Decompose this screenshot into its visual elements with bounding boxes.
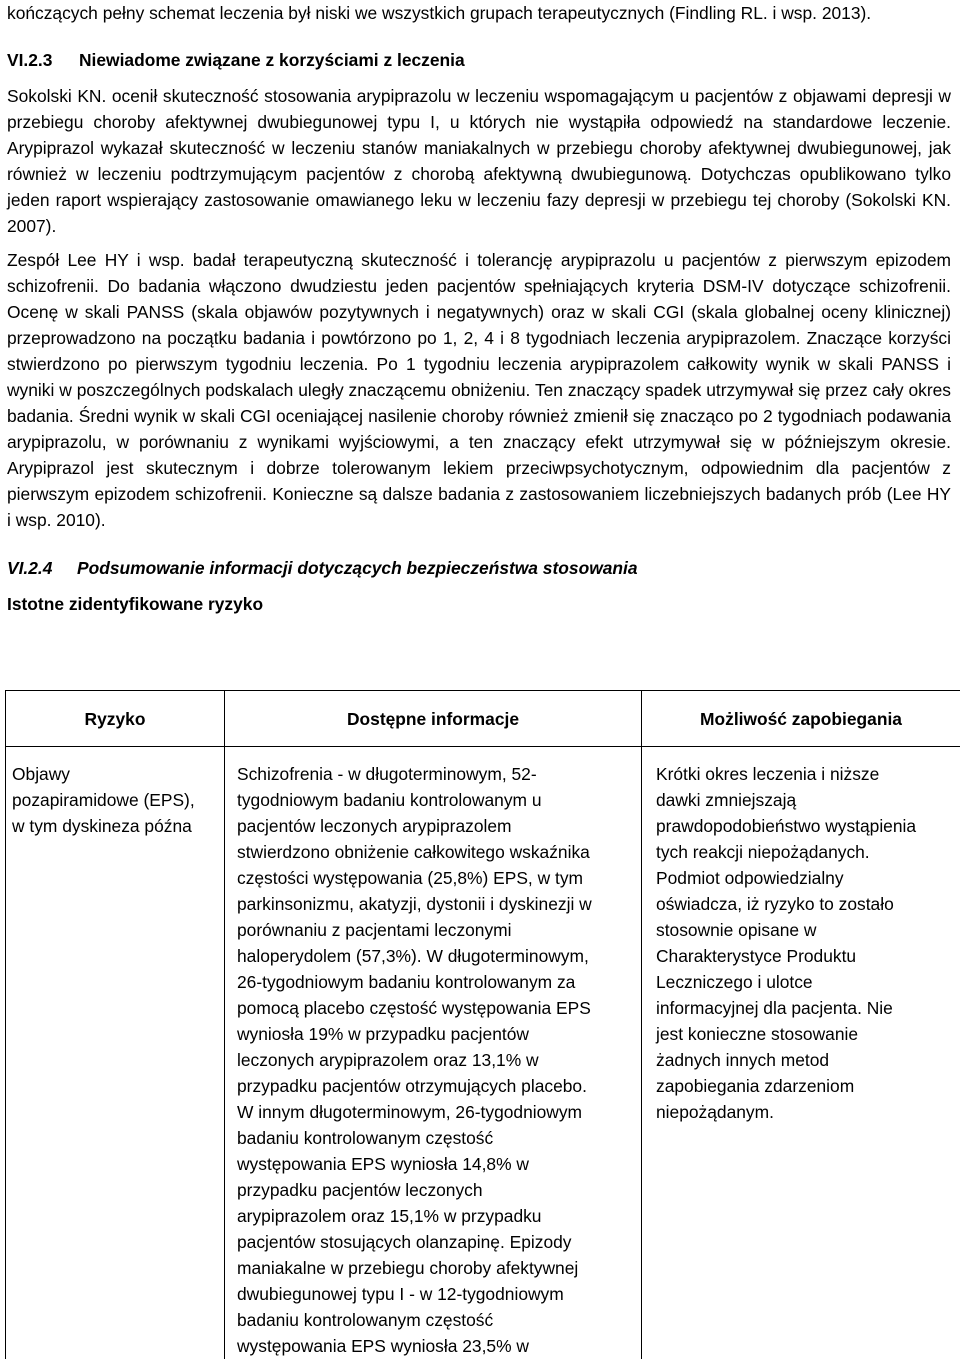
cell-prevention: Krótki okres leczenia i niższe dawki zmniejszają prawdopodobieństwo wystąpienia tych reakcji niepożądanych. Podmiot odpowiedzialny oświadcza, iż ryzyko to zostało stosownie opisane w Charakterystyce Produktu Leczniczego i ulotce informacyjnej dla pacjenta. Nie jest konieczne stosowanie żadnych innych metod zapobiegania zdarzeniom niepożądanym. [656,764,917,1122]
table-row [6,747,960,1360]
paragraph-sokolski: Sokolski KN. ocenił skuteczność stosowania arypiprazolu w leczeniu wspomagającym u pacjentów z objawami depresji w przebiegu choroby afektywnej dwubiegunowej typu I, u których nie wystąpiła odpowiedź na standardowe leczenie. Arypiprazol wykazał skuteczność w leczeniu stanów maniakalnych w przebiegu choroby afektywnej dwubiegunowej, jak również w leczeniu podtrzymującym pacjentów z chorobą afektywną dwubiegunową. Dotychczas opublikowano tylko jeden raport wspierający zastosowanie omawianego leku w leczeniu fazy depresji w przebiegu tej choroby (Sokolski KN. 2007). [7,86,951,236]
section-heading-6-2-3 [7,47,951,73]
section-heading-6-2-4 [7,555,951,581]
risk-table [5,690,960,1359]
table-header-row [6,691,960,747]
section-title: Niewiadome związane z korzyściami z leczenia [79,50,465,70]
subheading-identified-risk: Istotne zidentyfikowane ryzyko [7,594,264,614]
carryover-paragraph: kończących pełny schemat leczenia był niski we wszystkich grupach terapeutycznych (Findling RL. i wsp. 2013). [7,3,872,23]
section-number: VI.2.3 [7,50,53,70]
header-available-info: Dostępne informacje [225,691,642,747]
section-title: Podsumowanie informacji dotyczących bezpieczeństwa stosowania [77,558,638,578]
cell-info: Schizofrenia - w długoterminowym, 52- tygodniowym badaniu kontrolowanym u pacjentów leczonych arypiprazolem stwierdzono obniżenie całkowitego wskaźnika częstości występowania (25,8%) EPS, w tym parkinsonizmu, akatyzji, dystonii i dyskinezji w porównaniu z pacjentami leczonymi haloperydolem (57,3%). W długoterminowym, 26-tygodniowym badaniu kontrolowanym za pomocą placebo częstość występowania EPS wyniosła 19% w przypadku pacjentów leczonych arypiprazolem oraz 13,1% w przypadku pacjentów otrzymujących placebo. W innym długoterminowym, 26-tygodniowym badaniu kontrolowanym częstość występowania EPS wyniosła 14,8% w przypadku pacjentów leczonych arypiprazolem oraz 15,1% w przypadku pacjentów stosujących olanzapinę. Epizody maniakalne w przebiegu choroby afektywnej dwubiegunowej typu I - w 12-tygodniowym badaniu kontrolowanym częstość występowania EPS wyniosła 23,5% w [237,764,592,1356]
cell-risk: Objawy pozapiramidowe (EPS), w tym dyskineza późna [12,764,195,836]
paragraph-lee: Zespół Lee HY i wsp. badał terapeutyczną skuteczność i tolerancję arypiprazolu u pacjentów z pierwszym epizodem schizofrenii. Do badania włączono dwudziestu jeden pacjentów spełniających kryteria DSM-IV dotyczące schizofrenii. Ocenę w skali PANSS (skala objawów pozytywnych i negatywnych) oraz w skali CGI (skala globalnej oceny klinicznej) przeprowadzono na początku badania i powtórzono po 1, 2, 4 i 8 tygodniach leczenia arypiprazolem. Znaczące korzyści stwierdzono po pierwszym tygodniu leczenia. Po 1 tygodniu leczenia arypiprazolem całkowity wynik w skali PANSS i wyniki w poszczególnych podskalach uległy znaczącemu obniżeniu. Ten znaczący spadek utrzymywał się przez cały okres badania. Średni wynik w skali CGI oceniającej nasilenie choroby również zmienił się znacząco po 2 tygodniach podawania arypiprazolu, w porównaniu z wynikami wyjściowymi, a ten znaczący efekt utrzymywał się w późniejszym okresie. Arypiprazol jest skutecznym i dobrze tolerowanym lekiem przeciwpsychotycznym, odpowiednim dla pacjentów z pierwszym epizodem schizofrenii. Konieczne są dalsze badania z zastosowaniem liczebniejszych badanych prób (Lee HY i wsp. 2010). [7,250,951,530]
header-prevention: Możliwość zapobiegania [642,691,960,747]
document-page [7,0,951,617]
section-number: VI.2.4 [7,558,53,578]
header-risk: Ryzyko [6,691,225,747]
